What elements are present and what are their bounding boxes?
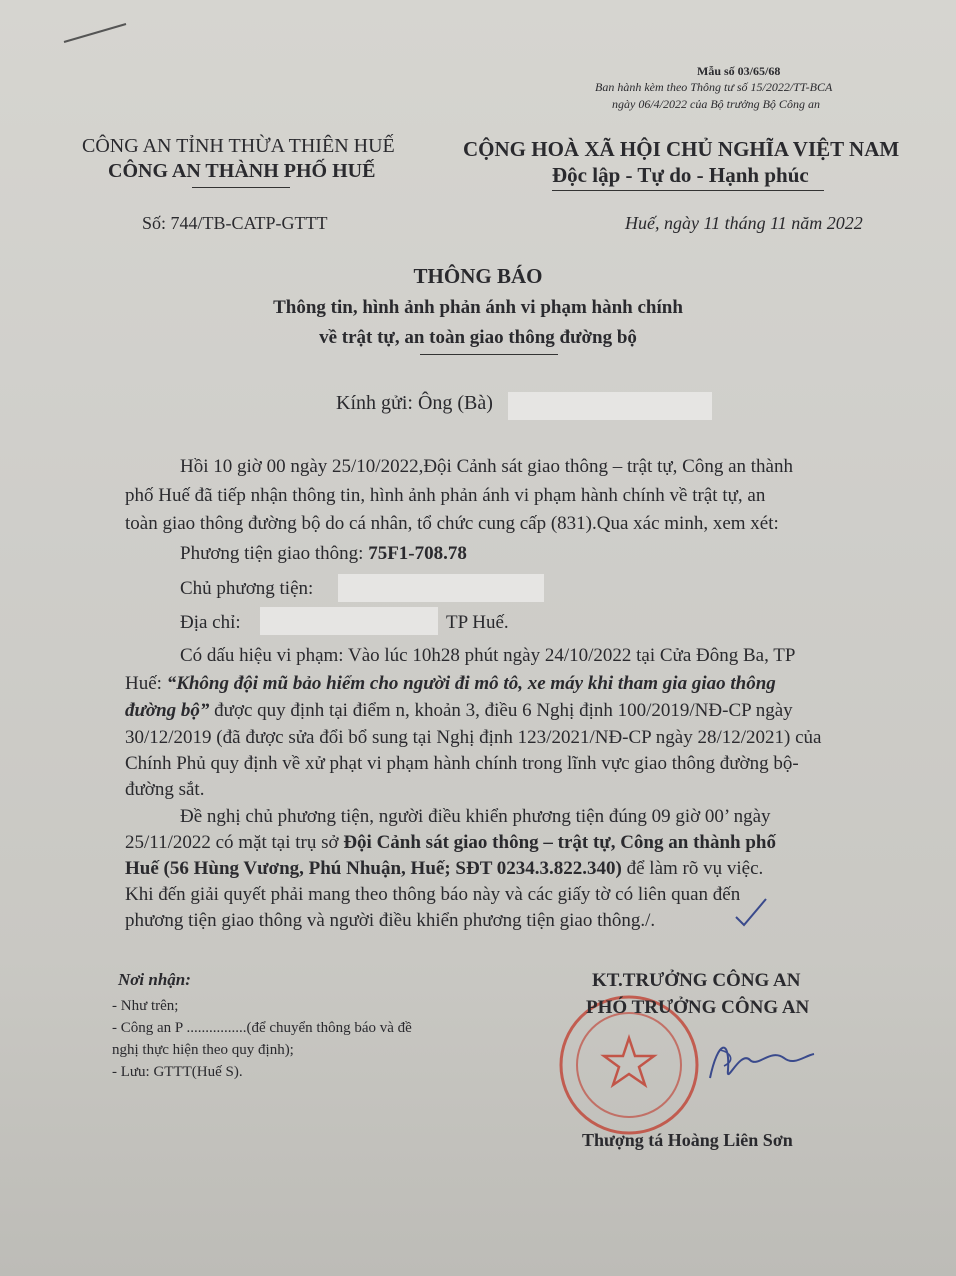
recipients-item3: - Lưu: GTTT(Huế S). [112, 1064, 243, 1080]
p3-line3 [125, 858, 763, 880]
agency-underline [192, 187, 290, 188]
pen-mark-icon [60, 20, 130, 46]
p3-line2-prefix: 25/11/2022 có mặt tại trụ sở [125, 832, 344, 853]
p3-line2 [125, 832, 776, 854]
p2-line3-rest: được quy định tại điểm n, khoản 3, điều 6 Nghị định 100/2019/NĐ-CP ngày [209, 700, 793, 721]
owner-label: Chủ phương tiện: [180, 578, 314, 599]
redacted-address [260, 607, 438, 635]
national-motto: Độc lập - Tự do - Hạnh phúc [552, 163, 809, 187]
vehicle-line [180, 543, 467, 565]
document-number: Số: 744/TB-CATP-GTTT [142, 213, 328, 233]
p3-line4: Khi đến giải quyết phải mang theo thông báo này và các giấy tờ có liên quan đến [125, 884, 741, 905]
document-title: THÔNG BÁO [413, 264, 543, 288]
p3-line3-rest: để làm rõ vụ việc. [621, 858, 764, 879]
vehicle-plate: 75F1-708.78 [368, 543, 467, 564]
redacted-owner [338, 574, 544, 602]
national-title: CỘNG HOÀ XÃ HỘI CHỦ NGHĨA VIỆT NAM [463, 137, 900, 161]
p1-line2: phố Huế đã tiếp nhận thông tin, hình ảnh phản ánh vi phạm hành chính về trật tự, an [125, 485, 766, 506]
document-subtitle-line1: Thông tin, hình ảnh phản ánh vi phạm hành chính [273, 297, 683, 318]
p1-line1: Hồi 10 giờ 00 ngày 25/10/2022,Đội Cảnh sát giao thông – trật tự, Công an thành [180, 456, 793, 477]
motto-underline [552, 190, 824, 191]
form-note-line1: Ban hành kèm theo Thông tư số 15/2022/TT-BCA [595, 80, 833, 94]
p2-line1: Có dấu hiệu vi phạm: Vào lúc 10h28 phút ngày 24/10/2022 tại Cửa Đông Ba, TP [180, 645, 796, 666]
p2-line2 [125, 673, 776, 695]
p2-line6: đường sắt. [125, 779, 205, 800]
redacted-recipient [508, 392, 712, 420]
address-city: TP Huế. [446, 612, 509, 633]
form-number: Mẫu số 03/65/68 [697, 64, 781, 78]
p3-line5: phương tiện giao thông và người điều khiển phương tiện giao thông./. [125, 910, 656, 931]
violation-quote: “Không đội mũ bảo hiểm cho người đi mô tô, xe máy khi tham gia giao thông [166, 673, 776, 694]
signature-title1: KT.TRƯỞNG CÔNG AN [592, 970, 801, 991]
address-label: Địa chỉ: [180, 612, 241, 633]
p2-line4: 30/12/2019 (đã được sửa đổi bổ sung tại Nghị định 123/2021/NĐ-CP ngày 28/12/2021) của [125, 727, 822, 748]
agency-parent: CÔNG AN TỈNH THỪA THIÊN HUẾ [82, 135, 395, 157]
place-date: Huế, ngày 11 tháng 11 năm 2022 [625, 213, 863, 233]
title-underline [420, 354, 558, 355]
signature-title2: PHÓ TRƯỞNG CÔNG AN [586, 997, 810, 1018]
p1-line3: toàn giao thông đường bộ do cá nhân, tổ chức cung cấp (831).Qua xác minh, xem xét: [125, 513, 779, 534]
form-note-line2: ngày 06/4/2022 của Bộ trưởng Bộ Công an [612, 97, 820, 111]
checkmark-icon [732, 895, 772, 929]
recipients-item1: - Như trên; [112, 998, 179, 1014]
recipient-label: Kính gửi: Ông (Bà) [336, 392, 493, 414]
vehicle-label: Phương tiện giao thông: [180, 543, 369, 564]
p3-line1: Đề nghị chủ phương tiện, người điều khiển phương tiện đúng 09 giờ 00’ ngày [180, 806, 771, 827]
handwritten-signature-icon [700, 1030, 820, 1090]
agency-name: CÔNG AN THÀNH PHỐ HUẾ [108, 160, 376, 182]
police-unit: Đội Cảnh sát giao thông – trật tự, Công an thành phố [343, 832, 776, 853]
violation-quote-end: đường bộ” [125, 700, 210, 721]
recipients-item2-cont: nghị thực hiện theo quy định); [112, 1042, 294, 1058]
document-subtitle-line2: về trật tự, an toàn giao thông đường bộ [319, 327, 637, 348]
p2-line3 [125, 700, 793, 722]
signer-name: Thượng tá Hoàng Liên Sơn [582, 1130, 793, 1150]
recipients-title: Nơi nhận: [118, 970, 191, 989]
unit-address: Huế (56 Hùng Vương, Phú Nhuận, Huế; SĐT 0234.3.822.340) [125, 858, 622, 879]
p2-line5: Chính Phủ quy định về xử phạt vi phạm hành chính trong lĩnh vực giao thông đường bộ- [125, 753, 799, 774]
recipients-item2: - Công an P ................(để chuyển thông báo và đề [112, 1020, 412, 1036]
p2-line2-prefix: Huế: [125, 673, 167, 694]
